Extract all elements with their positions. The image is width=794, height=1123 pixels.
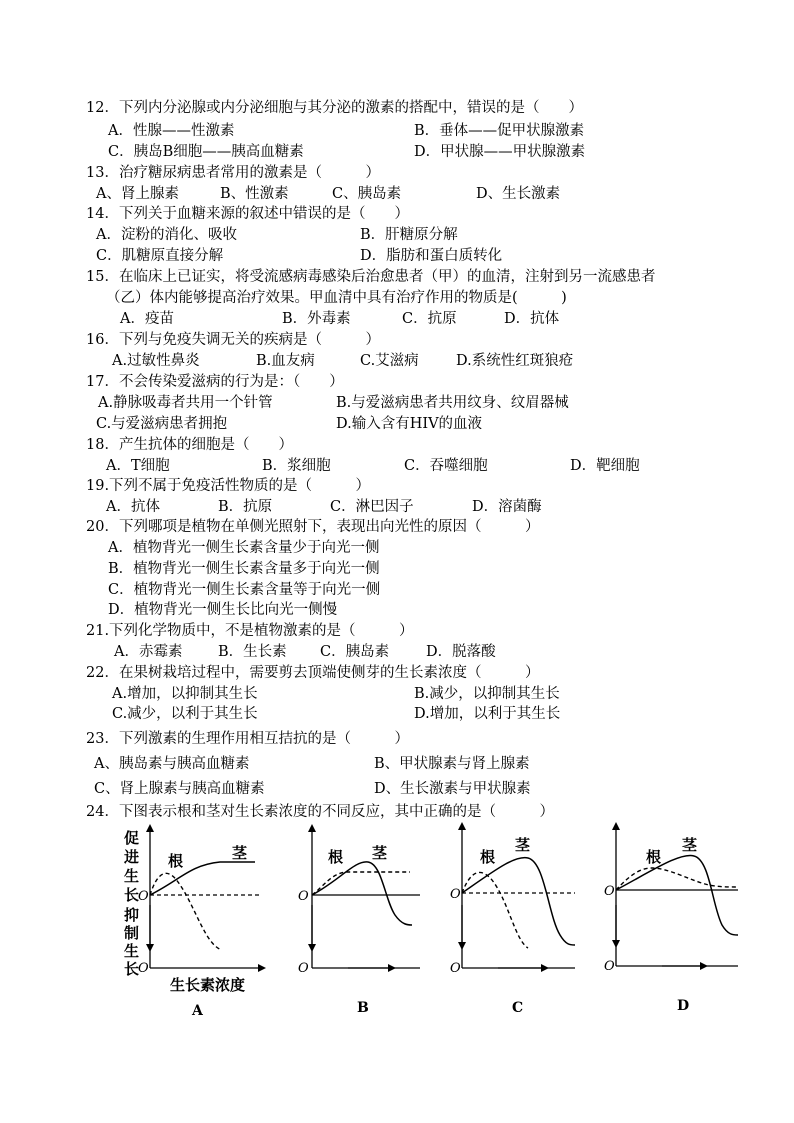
panel-b [298, 828, 420, 1016]
y-label-promote-3: 生 [124, 867, 140, 885]
panel-c-root-label: 根 [480, 848, 496, 866]
q23-option-a: A、胰岛素与胰高血糖素 [94, 756, 250, 772]
panel-c-origin-label-bottom: O [450, 961, 461, 976]
panel-d-origin-label-bottom: O [604, 959, 615, 974]
q14-option-c: C．肌糖原直接分解 [96, 248, 224, 264]
q17-option-c: C.与爱滋病患者拥抱 [96, 416, 228, 432]
panel-b-root-label: 根 [328, 848, 344, 866]
q20-option-a: A．植物背光一侧生长素含量少于向光一侧 [108, 540, 380, 556]
q16-option-d: D.系统性红斑狼疮 [456, 353, 574, 369]
q19-option-a: A．抗体 [106, 499, 160, 515]
q16-option-c: C.艾滋病 [360, 353, 419, 369]
panel-c-letter: C [512, 1000, 524, 1016]
panel-d [604, 826, 738, 1014]
q14-option-b: B．肝糖原分解 [360, 227, 458, 243]
panel-b-root-curve [312, 872, 410, 895]
q12-option-d: D．甲状腺——甲状腺激素 [414, 144, 586, 160]
y-label-inhibit-4: 长 [124, 960, 140, 978]
q15-option-d: D．抗体 [504, 311, 560, 327]
q15-option-c: C．抗原 [402, 311, 457, 327]
panel-a-root-label: 根 [168, 852, 184, 870]
panel-b-origin-label: O [298, 889, 309, 904]
q21-option-d: D．脱落酸 [426, 644, 496, 660]
panel-b-stem-label: 茎 [372, 844, 388, 862]
q19-option-c: C．淋巴因子 [330, 499, 414, 515]
panel-d-root-label: 根 [646, 848, 662, 866]
panel-a-stem-label: 茎 [232, 844, 248, 862]
question-15-stem: 15．在临床上已证实，将受流感病毒感染后治愈患者（甲）的血清，注射到另一流感患者 [86, 269, 656, 285]
question-12-stem: 12．下列内分泌腺或内分泌细胞与其分泌的激素的搭配中，错误的是（ ） [86, 100, 583, 116]
q18-option-c: C．吞噬细胞 [404, 458, 488, 474]
panel-a-letter: A [192, 1003, 203, 1019]
q16-option-b: B.血友病 [256, 353, 315, 369]
panel-d-stem-label: 茎 [682, 836, 698, 854]
panel-a-x-label: 生长素浓度 [170, 976, 246, 994]
question-24-stem: 24．下图表示根和茎对生长素浓度的不同反应，其中正确的是（ ） [86, 804, 554, 820]
question-16-stem: 16．下列与免疫失调无关的疾病是（ ） [86, 332, 380, 348]
q18-option-b: B．浆细胞 [262, 458, 331, 474]
question-20-stem: 20．下列哪项是植物在单侧光照射下，表现出向光性的原因（ ） [86, 519, 540, 535]
q12-option-b: B．垂体——促甲状腺激素 [414, 123, 585, 139]
question-22-stem: 22．在果树栽培过程中，需要剪去顶端使侧芽的生长素浓度（ ） [86, 665, 540, 681]
panel-d-root-curve [616, 868, 738, 890]
q21-option-b: B．生长素 [218, 644, 287, 660]
q14-option-d: D．脂肪和蛋白质转化 [360, 248, 503, 264]
question-18-stem: 18．产生抗体的细胞是（ ） [86, 437, 293, 453]
panel-a [138, 828, 262, 1019]
q13-option-b: B、性激素 [220, 186, 289, 202]
q16-option-a: A.过敏性鼻炎 [112, 353, 200, 369]
panel-a-root-curve [150, 873, 222, 950]
question-14-stem: 14．下列关于血糖来源的叙述中错误的是（ ） [86, 206, 409, 222]
question-15-stem-continued: （乙）体内能够提高治疗效果。甲血清中具有治疗作用的物质是( ) [106, 290, 567, 306]
q12-option-a: A．性腺——性激素 [108, 123, 235, 139]
q21-option-c: C．胰岛素 [320, 644, 390, 660]
q20-option-c: C．植物背光一侧生长素含量等于向光一侧 [108, 582, 381, 598]
panel-c-root-curve [462, 872, 528, 948]
q13-option-d: D、生长激素 [476, 186, 561, 202]
panel-c-stem-curve [462, 858, 575, 945]
y-axis-promote-label [123, 829, 139, 904]
q21-option-a: A．赤霉素 [114, 644, 183, 660]
q18-option-a: A．T细胞 [106, 458, 170, 474]
q22-option-b: B.减少，以抑制其生长 [414, 686, 560, 702]
q13-option-c: C、胰岛素 [332, 186, 402, 202]
y-axis-inhibit-label [124, 906, 139, 978]
q17-option-d: D.输入含有HIV的血液 [336, 416, 483, 432]
panel-c-stem-label: 茎 [515, 836, 531, 854]
y-label-promote-1: 促 [124, 829, 140, 847]
q19-option-b: B．抗原 [218, 499, 273, 515]
y-label-promote-4: 长 [124, 886, 140, 904]
y-label-inhibit-3: 生 [124, 942, 140, 960]
panel-d-letter: D [677, 998, 690, 1014]
question-17-stem: 17．不会传染爱滋病的行为是：（ ） [86, 374, 344, 390]
q15-option-b: B．外毒素 [282, 311, 351, 327]
panel-a-origin-label: O [138, 889, 149, 904]
q23-option-c: C、肾上腺素与胰高血糖素 [94, 781, 265, 797]
y-label-promote-2: 进 [124, 848, 140, 866]
q17-option-b: B.与爱滋病患者共用纹身、纹眉器械 [336, 395, 569, 411]
q13-option-a: A、肾上腺素 [96, 186, 179, 202]
panel-d-origin-label: O [604, 884, 615, 899]
q15-option-a: A．疫苗 [120, 311, 174, 327]
q20-option-b: B．植物背光一侧生长素含量多于向光一侧 [108, 561, 380, 577]
question-21-stem: 21.下列化学物质中，不是植物激素的是（ ） [86, 623, 414, 639]
q14-option-a: A．淀粉的消化、吸收 [96, 227, 237, 243]
y-label-inhibit-1: 抑 [124, 906, 140, 924]
panel-c [450, 826, 575, 1016]
question-19-stem: 19.下列不属于免疫活性物质的是（ ） [86, 478, 371, 494]
q12-option-c: C．胰岛B细胞——胰高血糖素 [108, 144, 304, 160]
q20-option-d: D．植物背光一侧生长比向光一侧慢 [108, 602, 338, 618]
q22-option-a: A.增加，以抑制其生长 [112, 686, 258, 702]
q19-option-d: D．溶菌酶 [472, 499, 542, 515]
panel-b-origin-label-bottom: O [298, 961, 309, 976]
q23-option-d: D、生长激素与甲状腺素 [374, 781, 531, 797]
panel-b-letter: B [357, 1000, 369, 1016]
panel-a-stem-curve [150, 862, 255, 895]
q17-option-a: A.静脉吸毒者共用一个针管 [98, 395, 273, 411]
q22-option-d: D.增加，以利于其生长 [414, 706, 561, 722]
panel-b-stem-curve [312, 862, 412, 925]
question-13-stem: 13．治疗糖尿病患者常用的激素是（ ） [86, 165, 380, 181]
y-label-inhibit-2: 制 [124, 924, 140, 942]
q23-option-b: B、甲状腺素与肾上腺素 [374, 756, 530, 772]
q22-option-c: C.减少，以利于其生长 [112, 706, 258, 722]
question-23-stem: 23．下列激素的生理作用相互拮抗的是（ ） [86, 731, 409, 747]
q18-option-d: D．靶细胞 [570, 458, 640, 474]
panel-a-origin-label-bottom: O [138, 961, 149, 976]
panel-d-stem-curve [616, 855, 738, 935]
panel-c-origin-label: O [450, 887, 461, 902]
